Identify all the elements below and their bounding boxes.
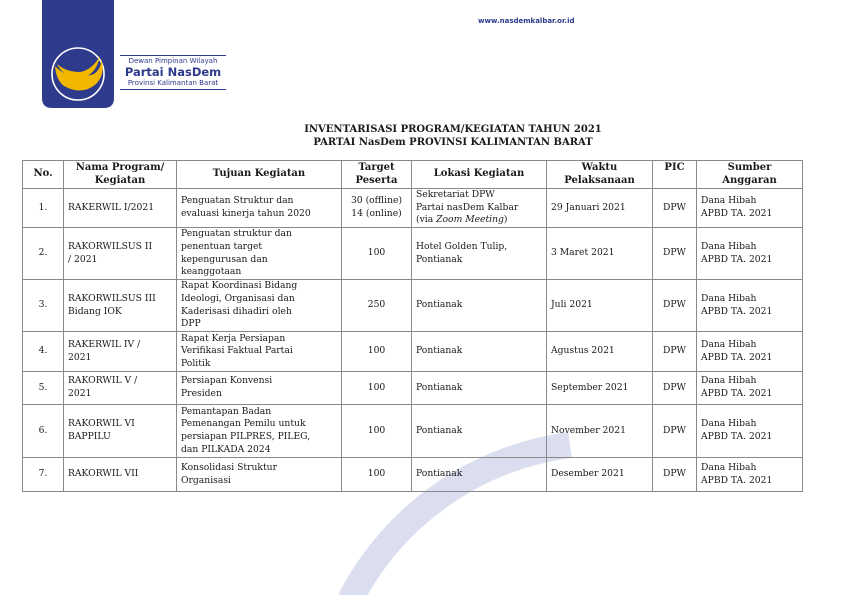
cell-pic: DPW <box>653 332 697 372</box>
cell-nama: RAKORWIL V / 2021 <box>64 372 177 405</box>
cell-tujuan: Penguatan Struktur dan evaluasi kinerja tahun 2020 <box>177 189 342 228</box>
cell-waktu: 29 Januari 2021 <box>547 189 653 228</box>
divider <box>120 55 226 56</box>
header-target: Target Peserta <box>342 161 412 189</box>
org-line-2: Partai NasDem <box>124 65 222 79</box>
org-name-block <box>120 55 226 90</box>
cell-no: 3. <box>23 280 64 332</box>
cell-waktu: 3 Maret 2021 <box>547 228 653 280</box>
cell-lokasi: Pontianak <box>412 332 547 372</box>
cell-waktu: Desember 2021 <box>547 458 653 492</box>
header-tujuan: Tujuan Kegiatan <box>177 161 342 189</box>
program-table <box>22 160 803 492</box>
cell-sumber: Dana Hibah APBD TA. 2021 <box>697 458 803 492</box>
cell-target: 100 <box>342 458 412 492</box>
org-line-1: Dewan Pimpinan Wilayah <box>128 57 218 65</box>
header-sumber: Sumber Anggaran <box>697 161 803 189</box>
cell-target: 100 <box>342 372 412 405</box>
website-link[interactable]: www.nasdemkalbar.or.id <box>478 17 575 25</box>
table-row <box>23 189 803 228</box>
cell-no: 5. <box>23 372 64 405</box>
cell-nama: RAKERWIL IV / 2021 <box>64 332 177 372</box>
cell-pic: DPW <box>653 280 697 332</box>
cell-pic: DPW <box>653 458 697 492</box>
cell-sumber: Dana Hibah APBD TA. 2021 <box>697 280 803 332</box>
cell-waktu: Agustus 2021 <box>547 332 653 372</box>
cell-pic: DPW <box>653 372 697 405</box>
cell-nama: RAKERWIL I/2021 <box>64 189 177 228</box>
header-no: No. <box>23 161 64 189</box>
cell-target: 30 (offline) 14 (online) <box>342 189 412 228</box>
cell-sumber: Dana Hibah APBD TA. 2021 <box>697 405 803 458</box>
cell-nama: RAKORWILSUS III Bidang IOK <box>64 280 177 332</box>
cell-lokasi: Pontianak <box>412 458 547 492</box>
cell-no: 7. <box>23 458 64 492</box>
table-row <box>23 405 803 458</box>
cell-target: 100 <box>342 228 412 280</box>
table-row <box>23 372 803 405</box>
cell-nama: RAKORWIL VI BAPPILU <box>64 405 177 458</box>
divider <box>120 89 226 90</box>
header-waktu: Waktu Pelaksanaan <box>547 161 653 189</box>
cell-nama: RAKORWIL VII <box>64 458 177 492</box>
cell-waktu: Juli 2021 <box>547 280 653 332</box>
table-header-row <box>23 161 803 189</box>
cell-sumber: Dana Hibah APBD TA. 2021 <box>697 228 803 280</box>
header-nama: Nama Program/ Kegiatan <box>64 161 177 189</box>
cell-waktu: November 2021 <box>547 405 653 458</box>
cell-tujuan: Rapat Kerja Persiapan Verifikasi Faktual Partai Politik <box>177 332 342 372</box>
cell-no: 4. <box>23 332 64 372</box>
cell-no: 1. <box>23 189 64 228</box>
cell-no: 2. <box>23 228 64 280</box>
cell-sumber: Dana Hibah APBD TA. 2021 <box>697 189 803 228</box>
document-subtitle: PARTAI NasDem PROVINSI KALIMANTAN BARAT <box>313 137 593 148</box>
cell-pic: DPW <box>653 405 697 458</box>
nasdem-logo <box>42 0 114 108</box>
cell-sumber: Dana Hibah APBD TA. 2021 <box>697 332 803 372</box>
cell-waktu: September 2021 <box>547 372 653 405</box>
cell-no: 6. <box>23 405 64 458</box>
table-row <box>23 332 803 372</box>
cell-pic: DPW <box>653 189 697 228</box>
cell-tujuan: Penguatan struktur dan penentuan target kepengurusan dan keanggotaan <box>177 228 342 280</box>
cell-lokasi: Pontianak <box>412 405 547 458</box>
cell-tujuan: Konsolidasi Struktur Organisasi <box>177 458 342 492</box>
document-title: INVENTARISASI PROGRAM/KEGIATAN TAHUN 2021 <box>304 124 602 135</box>
header-lokasi: Lokasi Kegiatan <box>412 161 547 189</box>
cell-tujuan: Pemantapan Badan Pemenangan Pemilu untuk persiapan PILPRES, PILEG, dan PILKADA 2024 <box>177 405 342 458</box>
cell-pic: DPW <box>653 228 697 280</box>
table-row <box>23 280 803 332</box>
org-line-3: Provinsi Kalimantan Barat <box>127 79 219 87</box>
header-pic: PIC <box>653 161 697 189</box>
cell-lokasi: Hotel Golden Tulip, Pontianak <box>412 228 547 280</box>
cell-lokasi: Pontianak <box>412 280 547 332</box>
cell-lokasi: Pontianak <box>412 372 547 405</box>
cell-target: 100 <box>342 332 412 372</box>
table-row <box>23 228 803 280</box>
cell-target: 100 <box>342 405 412 458</box>
cell-sumber: Dana Hibah APBD TA. 2021 <box>697 372 803 405</box>
cell-target: 250 <box>342 280 412 332</box>
cell-nama: RAKORWILSUS II / 2021 <box>64 228 177 280</box>
cell-lokasi: Sekretariat DPW Partai nasDem Kalbar (via Zoom Meeting) <box>412 189 547 228</box>
cell-tujuan: Rapat Koordinasi Bidang Ideologi, Organisasi dan Kaderisasi dihadiri oleh DPP <box>177 280 342 332</box>
cell-tujuan: Persiapan Konvensi Presiden <box>177 372 342 405</box>
table-row <box>23 458 803 492</box>
